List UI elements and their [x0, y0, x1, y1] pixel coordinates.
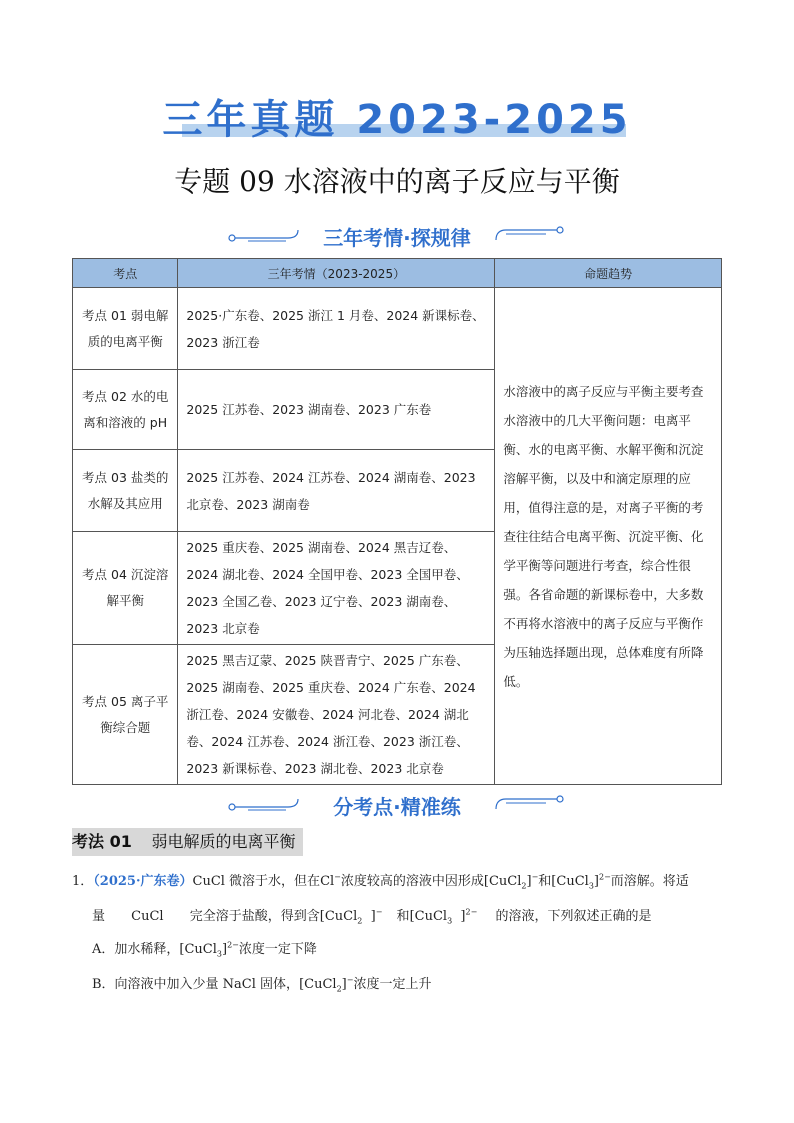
question-source: （2025·广东卷）: [93, 874, 193, 889]
ion-formula: [CuCl$_2$]−: [299, 975, 354, 994]
subject-title: 专题 09 水溶液中的离子反应与平衡: [174, 165, 620, 198]
header-papers: 三年考情（2023-2025）: [178, 259, 495, 288]
question-text: 的溶液，下列叙述正确的是: [495, 909, 652, 924]
papers-cell: 2025 黑吉辽蒙、2025 陕晋青宁、2025 广东卷、2025 湖南卷、2025 重庆卷、2024 广东卷、2024 浙江卷、2024 安徽卷、2024 河北卷、2024 湖北卷、2024 江苏卷、2024 浙江卷、2023 浙江卷、2023 新课标卷、2023 湖北卷、2023 北京卷: [178, 645, 495, 785]
ion-formula: [CuCl$_3$]$^{2-}$: [551, 872, 611, 891]
question-number: 1．: [72, 874, 94, 889]
question-text: 量: [92, 909, 106, 924]
topic-cell: 考点 05 离子平衡综合题: [73, 645, 178, 785]
option-b: [92, 973, 431, 994]
ion-formula: [CuCl$_2$ ]−: [319, 907, 383, 926]
option-a: [92, 938, 317, 959]
right-swirl-ornament: [494, 795, 566, 813]
question-text: 而溶解。将适: [610, 874, 689, 889]
question-text: CuCl: [131, 909, 164, 924]
section-heading-practice: 分考点·精准练: [333, 795, 461, 819]
papers-cell: 2025 江苏卷、2023 湖南卷、2023 广东卷: [178, 370, 495, 450]
method-label: 考法: [72, 832, 105, 851]
option-text: 浓度一定下降: [238, 942, 317, 957]
right-swirl-ornament: [494, 226, 566, 244]
method-title: 弱电解质的电离平衡: [151, 832, 296, 851]
papers-cell: 2025 江苏卷、2024 江苏卷、2024 湖南卷、2023 北京卷、2023 湖南卷: [178, 450, 495, 532]
question-text: 浓度较高的溶液中因形成: [340, 874, 484, 889]
question-text: 完全溶于盐酸，得到含: [189, 909, 320, 924]
topic-cell: 考点 03 盐类的水解及其应用: [73, 450, 178, 532]
question-text: 和: [396, 909, 410, 924]
ion-formula: [CuCl$_3$]$^{2-}$: [179, 940, 239, 959]
table-row: [73, 288, 722, 370]
option-text: B．向溶液中加入少量 NaCl 固体，: [92, 977, 300, 992]
topic-cell: 考点 04 沉淀溶解平衡: [73, 532, 178, 645]
ion-formula: [CuCl$_3$ ]$^{2-}$: [409, 907, 478, 926]
page-banner-title: 三年真题 2023-2025: [162, 97, 632, 143]
option-text: 浓度一定上升: [353, 977, 432, 992]
method-heading: [72, 828, 303, 856]
ion-formula: [CuCl$_2$]−: [483, 872, 539, 891]
trend-cell: 水溶液中的离子反应与平衡主要考查水溶液中的几大平衡问题：电离平衡、水的电离平衡、水解平衡和沉淀溶解平衡，以及中和滴定原理的应用，值得注意的是，对离子平衡的考查往往结合电离平衡、沉淀平衡、化学平衡等问题进行考查，综合性很强。各省命题的新课标卷中，大多数不再将水溶液中的离子反应与平衡作为压轴选择题出现，总体难度有所降低。: [495, 288, 722, 785]
question-line-1: 1．（2025·广东卷）CuCl 微溶于水，但在Cl−浓度较高的溶液中因形成[CuCl$_2$]−和[CuCl$_3$]$^{2-}$而溶解。将适: [72, 872, 689, 891]
method-number: 01: [109, 832, 132, 851]
topic-cell: 考点 02 水的电离和溶液的 pH: [73, 370, 178, 450]
exam-trend-table: [72, 258, 722, 785]
question-text: CuCl 微溶于水，但在: [192, 874, 321, 889]
question-text: Cl: [320, 874, 335, 889]
section-heading-trends: 三年考情·探规律: [323, 226, 471, 250]
question-line-2: [92, 905, 651, 926]
header-topic: 考点: [73, 259, 178, 288]
table-header-row: [73, 259, 722, 288]
option-text: A．加水稀释，: [92, 942, 180, 957]
topic-cell: 考点 01 弱电解质的电离平衡: [73, 288, 178, 370]
papers-cell: 2025 重庆卷、2025 湖南卷、2024 黑吉辽卷、2024 湖北卷、2024 全国甲卷、2023 全国甲卷、2023 全国乙卷、2023 辽宁卷、2023 湖南卷、2023 北京卷: [178, 532, 495, 645]
papers-cell: 2025·广东卷、2025 浙江 1 月卷、2024 新课标卷、2023 浙江卷: [178, 288, 495, 370]
question-text: 和: [538, 874, 552, 889]
header-trend: 命题趋势: [495, 259, 722, 288]
